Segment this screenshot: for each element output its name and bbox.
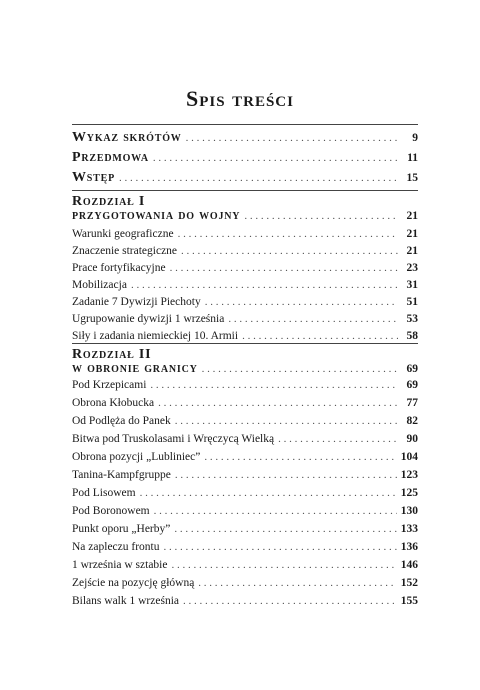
leader-dots [205, 296, 398, 308]
chapter-1-heading: Rozdział I [72, 194, 146, 209]
leader-dots [119, 172, 398, 184]
toc-entry-page: 58 [406, 330, 418, 342]
toc-entry-label: Punkt oporu „Herby” [72, 523, 171, 535]
toc-entry-label: Tanina-Kampfgruppe [72, 469, 171, 481]
chapter-2-heading: Rozdział II [72, 347, 152, 362]
toc-entry-label: Zadanie 7 Dywizji Piechoty [72, 296, 201, 308]
toc-entry-page: 11 [407, 152, 418, 164]
toc-entry-label: Siły i zadania niemieckiej 10. Armii [72, 330, 239, 342]
toc-entry-page: 53 [406, 313, 418, 325]
toc-entry-label: Od Podlęża do Panek [72, 415, 171, 427]
toc-entry[interactable] [72, 559, 418, 574]
leader-dots [170, 262, 398, 274]
toc-entry-page: 31 [406, 279, 418, 291]
chapter-1-title: przygotowania do wojny [72, 208, 241, 223]
toc-entry[interactable] [72, 505, 418, 520]
toc-entry-label: Pod Lisowem [72, 487, 136, 499]
leader-dots [140, 487, 397, 499]
toc-entry-przedmowa[interactable] [72, 150, 418, 166]
leader-dots [228, 313, 398, 325]
toc-entry-page: 146 [400, 559, 418, 571]
toc-entry-label: Bilans walk 1 września [72, 595, 179, 607]
toc-entry[interactable] [72, 577, 418, 592]
toc-entry-page: 136 [400, 541, 418, 553]
toc-entry-page: 51 [406, 296, 418, 308]
toc-entry-label: Bitwa pod Truskolasami i Wręczycą Wielką [72, 433, 275, 445]
toc-entry-page: 21 [406, 228, 418, 240]
divider-top [72, 124, 418, 125]
toc-entry[interactable] [72, 262, 418, 277]
toc-entry[interactable] [72, 313, 418, 328]
toc-entry-label: Mobilizacja [72, 279, 127, 291]
toc-entry-wstep[interactable] [72, 170, 418, 186]
toc-entry-page: 155 [400, 595, 418, 607]
toc-entry-label: Na zapleczu frontu [72, 541, 160, 553]
toc-entry-label: Warunki geograficzne [72, 228, 174, 240]
leader-dots [153, 152, 398, 164]
toc-entry[interactable] [72, 245, 418, 260]
toc-entry-label: Zejście na pozycję główną [72, 577, 195, 589]
toc-entry-label: 1 września w sztabie [72, 559, 168, 571]
chapter-2-title: w obronie granicy [72, 361, 198, 376]
toc-entry[interactable] [72, 379, 418, 394]
leader-dots [242, 330, 398, 342]
leader-dots [163, 541, 396, 553]
toc-entry-label: Prace fortyfikacyjne [72, 262, 166, 274]
leader-dots [175, 469, 397, 481]
toc-entry-label: Obrona pozycji „Lubliniec” [72, 451, 201, 463]
toc-entry[interactable] [72, 397, 418, 412]
toc-entry[interactable] [72, 433, 418, 448]
toc-entry[interactable] [72, 523, 418, 538]
toc-entry[interactable] [72, 451, 418, 466]
toc-entry-page: 123 [400, 469, 418, 481]
toc-entry-page: 133 [400, 523, 418, 535]
page-title: Spis treści [186, 86, 294, 111]
toc-entry-page: 15 [406, 172, 418, 184]
toc-entry-wykaz-skrotow[interactable] [72, 130, 418, 146]
leader-dots [178, 228, 398, 240]
toc-entry-page: 69 [406, 363, 418, 375]
toc-entry-label: Obrona Kłobucka [72, 397, 155, 409]
leader-dots [202, 363, 398, 375]
leader-dots [174, 523, 396, 535]
toc-entry[interactable] [72, 296, 418, 311]
leader-dots [154, 505, 397, 517]
chapter-1-title-entry[interactable] [72, 208, 418, 224]
toc-entry-page: 90 [406, 433, 418, 445]
toc-entry-page: 69 [406, 379, 418, 391]
toc-entry-page: 21 [406, 245, 418, 257]
leader-dots [171, 559, 396, 571]
toc-entry-label: Pod Boronowem [72, 505, 150, 517]
toc-entry-page: 23 [406, 262, 418, 274]
leader-dots [150, 379, 398, 391]
leader-dots [183, 595, 397, 607]
leader-dots [198, 577, 396, 589]
toc-entry-page: 125 [400, 487, 418, 499]
toc-entry[interactable] [72, 279, 418, 294]
leader-dots [278, 433, 398, 445]
toc-entry-label: Wykaz skrótów [72, 130, 182, 145]
toc-entry-page: 82 [406, 415, 418, 427]
leader-dots [186, 132, 398, 144]
toc-entry-label: Pod Krzepicami [72, 379, 147, 391]
toc-entry-label: Ugrupowanie dywizji 1 września [72, 313, 225, 325]
toc-entry[interactable] [72, 415, 418, 430]
toc-entry[interactable] [72, 487, 418, 502]
divider-chapter2 [72, 343, 418, 344]
leader-dots [131, 279, 398, 291]
toc-entry[interactable] [72, 228, 418, 243]
toc-entry-label: Wstęp [72, 170, 116, 185]
toc-entry-label: Przedmowa [72, 150, 149, 165]
leader-dots [181, 245, 398, 257]
toc-entry-page: 21 [406, 210, 418, 222]
toc-entry-page: 104 [400, 451, 418, 463]
leader-dots [175, 415, 398, 427]
toc-entry-page: 152 [400, 577, 418, 589]
toc-entry-page: 9 [412, 132, 418, 144]
leader-dots [244, 210, 398, 222]
leader-dots [158, 397, 398, 409]
toc-entry[interactable] [72, 595, 418, 610]
divider-chapter1 [72, 190, 418, 191]
toc-entry[interactable] [72, 541, 418, 556]
toc-entry-label: Znaczenie strategiczne [72, 245, 178, 257]
leader-dots [204, 451, 396, 463]
chapter-2-title-entry[interactable] [72, 361, 418, 377]
toc-entry-page: 130 [400, 505, 418, 517]
toc-entry-page: 77 [406, 397, 418, 409]
toc-entry[interactable] [72, 469, 418, 484]
